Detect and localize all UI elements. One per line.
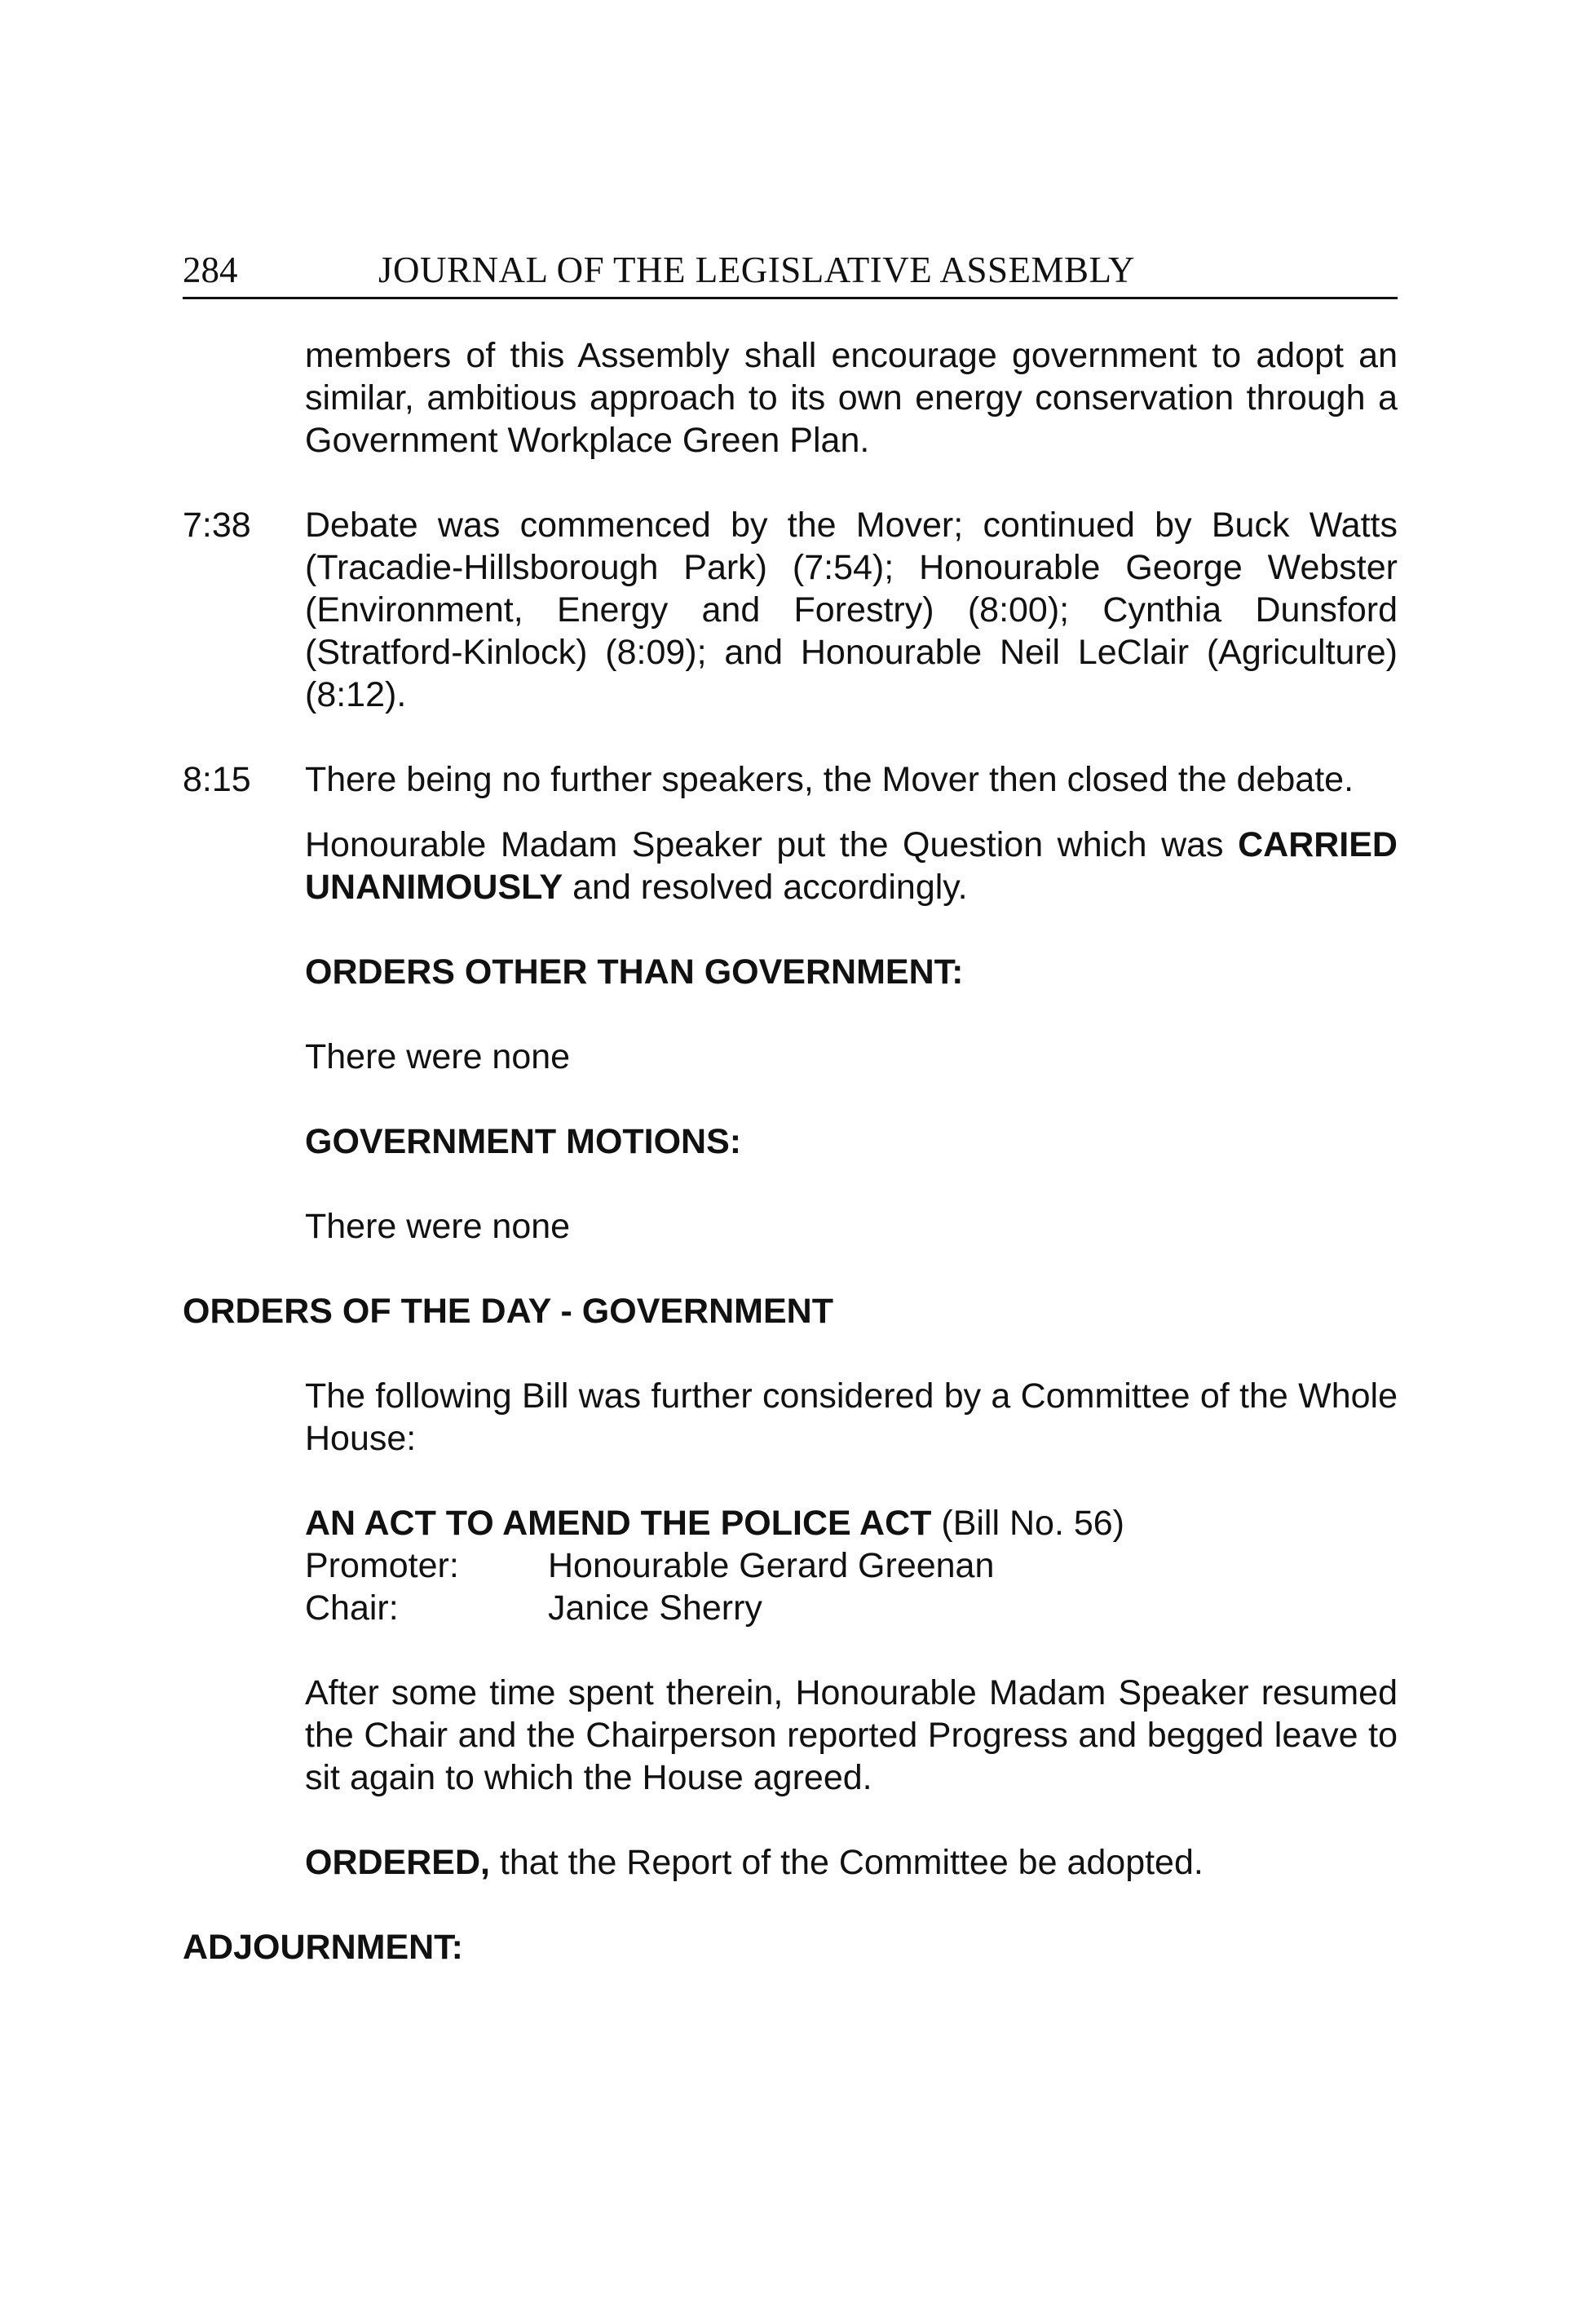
adjournment-heading: ADJOURNMENT: (183, 1928, 463, 1967)
orders-of-day-intro: The following Bill was further considered by a Committee of the Whole House: (305, 1376, 1398, 1458)
debate-entry (183, 504, 1398, 716)
government-motions-text: There were none (305, 1207, 571, 1246)
debate-time: 7:38 (183, 506, 251, 545)
page-number: 284 (183, 250, 238, 290)
journal-page (183, 0, 1398, 2324)
question-text-after: and resolved accordingly. (563, 868, 968, 907)
journal-title: JOURNAL OF THE LEGISLATIVE ASSEMBLY (378, 250, 1136, 290)
question-text-before: Honourable Madam Speaker put the Question which was (305, 825, 1239, 864)
page-header (183, 243, 1398, 299)
question-result-bold: CARRIED UNANIMOUSLY (305, 825, 1398, 907)
government-motions-heading: GOVERNMENT MOTIONS: (305, 1122, 742, 1161)
bill-number: (Bill No. 56) (931, 1504, 1124, 1543)
orders-other-heading: ORDERS OTHER THAN GOVERNMENT: (305, 952, 964, 992)
closing-time: 8:15 (183, 760, 251, 799)
orders-other-text: There were none (305, 1037, 571, 1076)
promoter-label: Promoter: (305, 1546, 459, 1585)
promoter-name: Honourable Gerard Greenan (548, 1546, 995, 1585)
ordered-text: that the Report of the Committee be adopted. (489, 1843, 1204, 1882)
ordered-bold: ORDERED, (305, 1843, 490, 1882)
chair-name: Janice Sherry (548, 1588, 762, 1628)
journal-body (183, 334, 1398, 2011)
committee-report: After some time spent therein, Honourable Madam Speaker resumed the Chair and the Chairperson reported Progress and begged leave to sit again to which the House agreed. (305, 1673, 1398, 1797)
bill-title: AN ACT TO AMEND THE POLICE ACT (305, 1504, 932, 1543)
question-result (305, 824, 1398, 908)
bill-details (305, 1502, 1398, 1629)
bill-chair-row (305, 1587, 1398, 1629)
closing-text: There being no further speakers, the Mover then closed the debate. (305, 760, 1354, 799)
chair-label: Chair: (305, 1588, 399, 1628)
ordered-statement (305, 1841, 1398, 1884)
debate-text: Debate was commenced by the Mover; continued by Buck Watts (Tracadie-Hillsborough Park) (7:54); Honourable George Webster (Environment, Energy and Forestry) (8:00); Cynthia Dunsford (Stratford-Kinlock) (8:09); and Honourable Neil LeClair (Agriculture) (8:12). (305, 506, 1398, 714)
orders-of-day-heading: ORDERS OF THE DAY - GOVERNMENT (183, 1292, 833, 1331)
motion-continuation: members of this Assembly shall encourage government to adopt an similar, ambitious approach to its own energy conservation through a Government Workplace Green Plan. (305, 336, 1398, 460)
bill-title-line (305, 1502, 1398, 1544)
closing-entry (183, 758, 1398, 801)
bill-promoter-row (305, 1544, 1398, 1587)
